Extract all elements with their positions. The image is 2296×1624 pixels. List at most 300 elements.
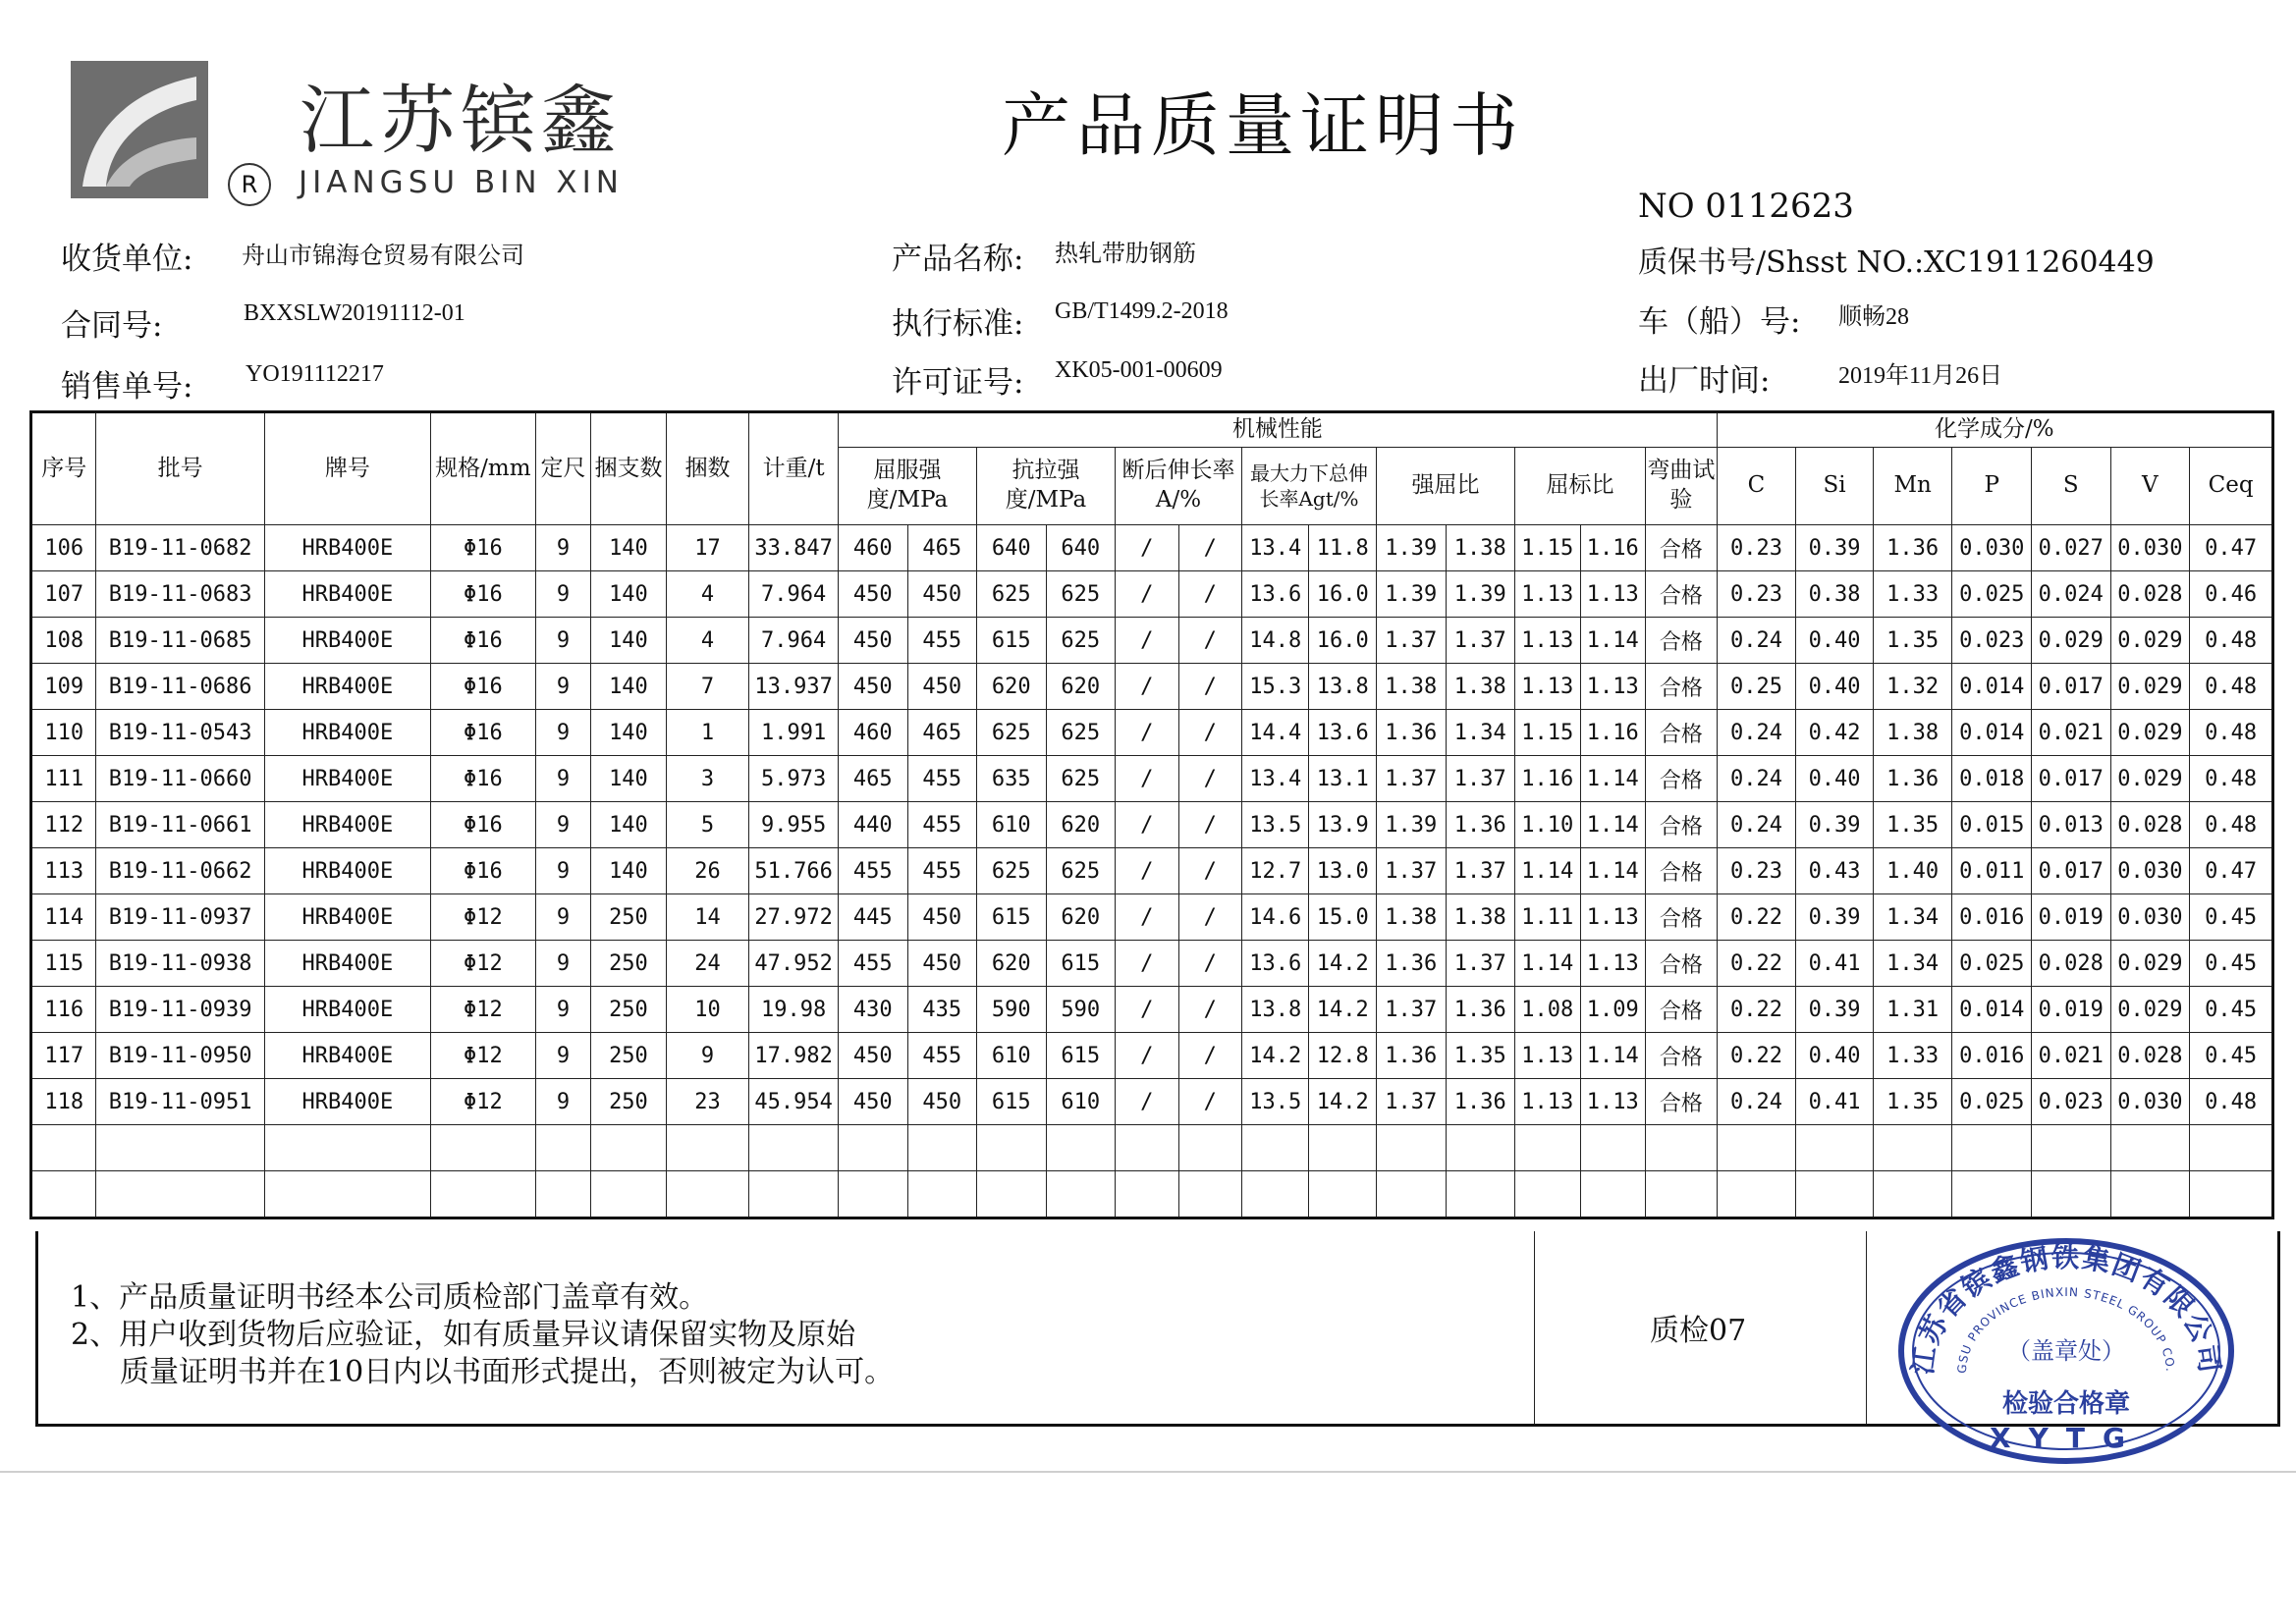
cell-weight: 51.766 — [749, 848, 839, 894]
cell-batch: B19-11-0661 — [96, 802, 264, 848]
cell-bundles: 9 — [666, 1033, 749, 1079]
cell-length: 9 — [535, 756, 590, 802]
cell-ratio-yld-1: 1.14 — [1515, 848, 1580, 894]
cell-weight: 7.964 — [749, 618, 839, 664]
cell-ratio-yld-1: 1.14 — [1515, 941, 1580, 987]
cell-yield-2: 450 — [907, 894, 977, 941]
cell-pieces: 140 — [591, 525, 667, 571]
cell-bend: 合格 — [1645, 618, 1717, 664]
cell-tensile-2: 625 — [1046, 571, 1116, 618]
cell-tensile-2: 620 — [1046, 664, 1116, 710]
product-label: 产品名称: — [892, 242, 1024, 277]
date-value: 2019年11月26日 — [1838, 363, 2003, 389]
cell-tensile-1: 635 — [977, 756, 1047, 802]
cell-yield-2: 450 — [907, 664, 977, 710]
note-line-2: 2、用户收到货物后应验证，如有质量异议请保留实物及原始 — [71, 1318, 856, 1352]
cell-p: 0.014 — [1952, 664, 2032, 710]
cell-s: 0.021 — [2032, 1033, 2111, 1079]
cell-pieces: 250 — [591, 894, 667, 941]
cell-ratio-yld-2: 1.14 — [1580, 1033, 1645, 1079]
cell-v: 0.028 — [2110, 802, 2190, 848]
empty-cell — [749, 1171, 839, 1218]
empty-cell — [591, 1125, 667, 1171]
cell-weight: 45.954 — [749, 1079, 839, 1125]
cell-ratio-str-1: 1.39 — [1376, 571, 1446, 618]
empty-cell — [31, 1125, 96, 1171]
cell-ratio-yld-1: 1.10 — [1515, 802, 1580, 848]
cell-length: 9 — [535, 710, 590, 756]
cell-ratio-str-1: 1.37 — [1376, 756, 1446, 802]
cell-bundles: 14 — [666, 894, 749, 941]
cell-v: 0.029 — [2110, 756, 2190, 802]
empty-cell — [1309, 1171, 1377, 1218]
cell-grade: HRB400E — [264, 1079, 430, 1125]
cell-mn: 1.34 — [1873, 941, 1952, 987]
cell-grade: HRB400E — [264, 756, 430, 802]
cell-elong-2: / — [1178, 1079, 1241, 1125]
cell-ratio-yld-1: 1.11 — [1515, 894, 1580, 941]
cell-s: 0.028 — [2032, 941, 2111, 987]
cell-yield-1: 450 — [838, 571, 907, 618]
cell-batch: B19-11-0939 — [96, 987, 264, 1033]
cell-p: 0.011 — [1952, 848, 2032, 894]
table-row — [31, 987, 2273, 1033]
cell-ratio-yld-2: 1.13 — [1580, 664, 1645, 710]
cell-seq: 106 — [31, 525, 96, 571]
header-yield-ratio: 屈标比 — [1515, 448, 1646, 525]
cell-tensile-1: 620 — [977, 941, 1047, 987]
cell-elong-1: / — [1116, 664, 1178, 710]
empty-cell — [96, 1125, 264, 1171]
table-row — [31, 525, 2273, 571]
quality-table — [29, 410, 2274, 1219]
cell-si: 0.41 — [1796, 941, 1874, 987]
empty-row — [31, 1171, 2273, 1218]
header-grade: 牌号 — [264, 412, 430, 525]
cell-length: 9 — [535, 894, 590, 941]
cell-ratio-yld-2: 1.16 — [1580, 710, 1645, 756]
cell-ratio-str-1: 1.38 — [1376, 664, 1446, 710]
cell-v: 0.029 — [2110, 987, 2190, 1033]
cell-mn: 1.32 — [1873, 664, 1952, 710]
empty-cell — [666, 1171, 749, 1218]
cell-bundles: 3 — [666, 756, 749, 802]
cell-yield-2: 455 — [907, 618, 977, 664]
cell-yield-2: 450 — [907, 1079, 977, 1125]
table-row — [31, 1033, 2273, 1079]
cell-batch: B19-11-0682 — [96, 525, 264, 571]
cell-bend: 合格 — [1645, 848, 1717, 894]
cell-s: 0.024 — [2032, 571, 2111, 618]
cell-si: 0.39 — [1796, 987, 1874, 1033]
cell-batch: B19-11-0686 — [96, 664, 264, 710]
cell-ratio-yld-2: 1.14 — [1580, 848, 1645, 894]
cell-ratio-str-2: 1.37 — [1446, 848, 1515, 894]
header-group-chemical: 化学成分/% — [1717, 412, 2272, 448]
cell-elong-2: / — [1178, 618, 1241, 664]
cell-bundles: 24 — [666, 941, 749, 987]
cell-ceq: 0.48 — [2190, 618, 2273, 664]
cell-agt-1: 13.4 — [1241, 525, 1309, 571]
cell-tensile-2: 625 — [1046, 848, 1116, 894]
vehicle-value: 顺畅28 — [1838, 304, 1909, 330]
empty-cell — [1446, 1171, 1515, 1218]
header-spec: 规格/mm — [430, 412, 535, 525]
cell-pieces: 140 — [591, 664, 667, 710]
empty-cell — [977, 1125, 1047, 1171]
cell-seq: 110 — [31, 710, 96, 756]
header-c: C — [1717, 448, 1796, 525]
cell-weight: 7.964 — [749, 571, 839, 618]
cell-yield-2: 465 — [907, 710, 977, 756]
registered-mark-icon: R — [228, 163, 271, 206]
cell-ratio-yld-2: 1.09 — [1580, 987, 1645, 1033]
cell-ratio-str-2: 1.37 — [1446, 756, 1515, 802]
cell-seq: 113 — [31, 848, 96, 894]
table-row — [31, 802, 2273, 848]
cell-elong-1: / — [1116, 1079, 1178, 1125]
cell-ratio-yld-2: 1.13 — [1580, 1079, 1645, 1125]
cell-ceq: 0.48 — [2190, 664, 2273, 710]
header-bundles: 捆数 — [666, 412, 749, 525]
cell-yield-1: 440 — [838, 802, 907, 848]
cell-spec: Φ12 — [430, 894, 535, 941]
cell-ratio-yld-2: 1.14 — [1580, 802, 1645, 848]
cell-agt-1: 14.8 — [1241, 618, 1309, 664]
cell-pieces: 140 — [591, 848, 667, 894]
cell-s: 0.029 — [2032, 618, 2111, 664]
cell-elong-2: / — [1178, 710, 1241, 756]
cell-si: 0.39 — [1796, 894, 1874, 941]
table-row — [31, 618, 2273, 664]
cell-tensile-2: 625 — [1046, 618, 1116, 664]
cell-agt-1: 14.6 — [1241, 894, 1309, 941]
cell-grade: HRB400E — [264, 618, 430, 664]
cell-si: 0.38 — [1796, 571, 1874, 618]
cell-yield-2: 465 — [907, 525, 977, 571]
cell-spec: Φ12 — [430, 941, 535, 987]
cell-v: 0.029 — [2110, 710, 2190, 756]
empty-cell — [96, 1171, 264, 1218]
header-v: V — [2110, 448, 2190, 525]
cell-yield-2: 455 — [907, 756, 977, 802]
cell-tensile-2: 615 — [1046, 1033, 1116, 1079]
cell-bend: 合格 — [1645, 1033, 1717, 1079]
empty-cell — [430, 1125, 535, 1171]
cell-length: 9 — [535, 1079, 590, 1125]
cell-s: 0.017 — [2032, 756, 2111, 802]
cell-si: 0.39 — [1796, 802, 1874, 848]
cell-ceq: 0.46 — [2190, 571, 2273, 618]
empty-cell — [1952, 1125, 2032, 1171]
cell-pieces: 250 — [591, 1033, 667, 1079]
cell-agt-2: 14.2 — [1309, 987, 1377, 1033]
empty-cell — [1046, 1171, 1116, 1218]
cell-elong-1: / — [1116, 1033, 1178, 1079]
empty-row — [31, 1125, 2273, 1171]
empty-cell — [1241, 1171, 1309, 1218]
cell-seq: 118 — [31, 1079, 96, 1125]
cell-yield-1: 460 — [838, 525, 907, 571]
footer-divider — [1866, 1231, 1867, 1424]
cell-mn: 1.34 — [1873, 894, 1952, 941]
cell-ratio-str-1: 1.36 — [1376, 941, 1446, 987]
cell-agt-2: 14.2 — [1309, 1079, 1377, 1125]
cell-batch: B19-11-0937 — [96, 894, 264, 941]
cell-ratio-str-1: 1.37 — [1376, 848, 1446, 894]
cell-length: 9 — [535, 618, 590, 664]
empty-cell — [1796, 1125, 1874, 1171]
header-seq: 序号 — [31, 412, 96, 525]
cell-si: 0.43 — [1796, 848, 1874, 894]
cell-ratio-yld-2: 1.16 — [1580, 525, 1645, 571]
empty-cell — [1873, 1171, 1952, 1218]
cell-agt-1: 13.8 — [1241, 987, 1309, 1033]
empty-cell — [1116, 1125, 1178, 1171]
cell-elong-1: / — [1116, 756, 1178, 802]
cell-c: 0.22 — [1717, 987, 1796, 1033]
cell-yield-1: 450 — [838, 1079, 907, 1125]
cell-agt-1: 13.6 — [1241, 571, 1309, 618]
cell-ceq: 0.45 — [2190, 941, 2273, 987]
table-row — [31, 941, 2273, 987]
cell-bend: 合格 — [1645, 894, 1717, 941]
cell-ceq: 0.48 — [2190, 802, 2273, 848]
cell-ratio-yld-1: 1.13 — [1515, 1079, 1580, 1125]
cell-yield-1: 460 — [838, 710, 907, 756]
cell-c: 0.24 — [1717, 710, 1796, 756]
cell-bend: 合格 — [1645, 525, 1717, 571]
license-label: 许可证号: — [892, 365, 1024, 401]
empty-cell — [430, 1171, 535, 1218]
cell-ratio-yld-1: 1.13 — [1515, 618, 1580, 664]
cell-bend: 合格 — [1645, 664, 1717, 710]
cell-length: 9 — [535, 664, 590, 710]
cell-seq: 107 — [31, 571, 96, 618]
empty-cell — [1446, 1125, 1515, 1171]
cell-ratio-str-2: 1.36 — [1446, 802, 1515, 848]
cell-agt-1: 14.2 — [1241, 1033, 1309, 1079]
empty-cell — [749, 1125, 839, 1171]
empty-cell — [1645, 1125, 1717, 1171]
cell-seq: 117 — [31, 1033, 96, 1079]
cell-c: 0.23 — [1717, 571, 1796, 618]
cell-ratio-str-1: 1.37 — [1376, 618, 1446, 664]
cell-length: 9 — [535, 525, 590, 571]
cell-yield-1: 450 — [838, 664, 907, 710]
cell-v: 0.029 — [2110, 664, 2190, 710]
consignee-label: 收货单位: — [61, 242, 193, 277]
cell-weight: 1.991 — [749, 710, 839, 756]
cell-tensile-1: 610 — [977, 802, 1047, 848]
cell-tensile-2: 620 — [1046, 894, 1116, 941]
cell-length: 9 — [535, 941, 590, 987]
cell-weight: 33.847 — [749, 525, 839, 571]
cell-v: 0.028 — [2110, 571, 2190, 618]
cell-ratio-str-1: 1.39 — [1376, 802, 1446, 848]
cell-yield-1: 430 — [838, 987, 907, 1033]
header-si: Si — [1796, 448, 1874, 525]
cell-agt-1: 13.5 — [1241, 802, 1309, 848]
cell-yield-1: 455 — [838, 848, 907, 894]
cell-length: 9 — [535, 571, 590, 618]
cell-agt-2: 16.0 — [1309, 571, 1377, 618]
cell-elong-2: / — [1178, 802, 1241, 848]
cell-agt-2: 14.2 — [1309, 941, 1377, 987]
empty-cell — [535, 1125, 590, 1171]
scan-edge-line — [0, 1471, 2296, 1473]
cell-p: 0.023 — [1952, 618, 2032, 664]
empty-cell — [1515, 1171, 1580, 1218]
cell-c: 0.24 — [1717, 1079, 1796, 1125]
cell-yield-1: 450 — [838, 1033, 907, 1079]
cell-agt-1: 14.4 — [1241, 710, 1309, 756]
cell-seq: 109 — [31, 664, 96, 710]
company-name-cn: 江苏镔鑫 — [300, 77, 622, 164]
empty-cell — [2110, 1125, 2190, 1171]
cell-ratio-str-2: 1.37 — [1446, 941, 1515, 987]
cell-weight: 19.98 — [749, 987, 839, 1033]
cell-weight: 9.955 — [749, 802, 839, 848]
cell-c: 0.24 — [1717, 802, 1796, 848]
empty-cell — [2032, 1171, 2111, 1218]
stamp-center-text: （盖章处） — [2007, 1337, 2125, 1365]
cell-ratio-str-2: 1.39 — [1446, 571, 1515, 618]
cell-ratio-str-1: 1.37 — [1376, 1079, 1446, 1125]
cell-length: 9 — [535, 1033, 590, 1079]
note-line-1: 1、产品质量证明书经本公司质检部门盖章有效。 — [71, 1280, 709, 1315]
cell-elong-1: / — [1116, 894, 1178, 941]
cell-ceq: 0.48 — [2190, 710, 2273, 756]
cell-v: 0.029 — [2110, 941, 2190, 987]
cell-p: 0.014 — [1952, 987, 2032, 1033]
empty-cell — [1717, 1171, 1796, 1218]
cell-spec: Φ16 — [430, 710, 535, 756]
cell-batch: B19-11-0951 — [96, 1079, 264, 1125]
cell-batch: B19-11-0543 — [96, 710, 264, 756]
cell-si: 0.40 — [1796, 618, 1874, 664]
empty-cell — [1796, 1171, 1874, 1218]
sales-order-label: 销售单号: — [61, 369, 193, 405]
cell-tensile-2: 590 — [1046, 987, 1116, 1033]
date-label: 出厂时间: — [1638, 363, 1771, 399]
cell-agt-2: 12.8 — [1309, 1033, 1377, 1079]
header-group-mechanical: 机械性能 — [838, 412, 1717, 448]
cell-batch: B19-11-0685 — [96, 618, 264, 664]
cell-bundles: 26 — [666, 848, 749, 894]
cell-spec: Φ12 — [430, 1033, 535, 1079]
cell-ratio-yld-1: 1.15 — [1515, 525, 1580, 571]
cell-elong-1: / — [1116, 941, 1178, 987]
cell-tensile-1: 620 — [977, 664, 1047, 710]
cell-batch: B19-11-0683 — [96, 571, 264, 618]
table-row — [31, 710, 2273, 756]
cell-bundles: 7 — [666, 664, 749, 710]
cell-agt-1: 15.3 — [1241, 664, 1309, 710]
cell-v: 0.030 — [2110, 894, 2190, 941]
cell-tensile-1: 615 — [977, 618, 1047, 664]
cell-batch: B19-11-0950 — [96, 1033, 264, 1079]
cell-agt-2: 13.6 — [1309, 710, 1377, 756]
cell-seq: 115 — [31, 941, 96, 987]
empty-cell — [907, 1171, 977, 1218]
cell-grade: HRB400E — [264, 802, 430, 848]
cell-v: 0.030 — [2110, 848, 2190, 894]
cell-yield-2: 455 — [907, 802, 977, 848]
cell-grade: HRB400E — [264, 848, 430, 894]
cell-c: 0.22 — [1717, 941, 1796, 987]
cell-p: 0.025 — [1952, 571, 2032, 618]
cell-elong-2: / — [1178, 571, 1241, 618]
header-pieces: 捆支数 — [591, 412, 667, 525]
cell-c: 0.24 — [1717, 756, 1796, 802]
inspection-stamp — [1884, 1225, 2249, 1465]
cell-s: 0.021 — [2032, 710, 2111, 756]
header-elongation: 断后伸长率A/% — [1116, 448, 1242, 525]
empty-cell — [591, 1171, 667, 1218]
cell-pieces: 140 — [591, 802, 667, 848]
empty-cell — [1717, 1125, 1796, 1171]
cell-tensile-2: 625 — [1046, 710, 1116, 756]
cell-spec: Φ16 — [430, 571, 535, 618]
consignee-value: 舟山市锦海仓贸易有限公司 — [242, 244, 524, 269]
cell-ratio-str-1: 1.39 — [1376, 525, 1446, 571]
contract-label: 合同号: — [61, 308, 163, 344]
empty-cell — [2110, 1171, 2190, 1218]
cell-si: 0.40 — [1796, 664, 1874, 710]
empty-cell — [1376, 1125, 1446, 1171]
cell-ceq: 0.47 — [2190, 848, 2273, 894]
cell-s: 0.023 — [2032, 1079, 2111, 1125]
cell-ceq: 0.45 — [2190, 894, 2273, 941]
cell-mn: 1.35 — [1873, 802, 1952, 848]
empty-cell — [1178, 1171, 1241, 1218]
cell-elong-1: / — [1116, 571, 1178, 618]
cell-s: 0.019 — [2032, 894, 2111, 941]
empty-cell — [1309, 1125, 1377, 1171]
cell-pieces: 250 — [591, 1079, 667, 1125]
cell-c: 0.22 — [1717, 894, 1796, 941]
header-yield: 屈服强度/MPa — [838, 448, 976, 525]
empty-cell — [907, 1125, 977, 1171]
empty-cell — [1515, 1125, 1580, 1171]
inspector-code: 质检07 — [1650, 1314, 1747, 1348]
cell-bundles: 1 — [666, 710, 749, 756]
cell-grade: HRB400E — [264, 571, 430, 618]
cell-v: 0.029 — [2110, 618, 2190, 664]
cell-weight: 13.937 — [749, 664, 839, 710]
cell-s: 0.013 — [2032, 802, 2111, 848]
cell-seq: 112 — [31, 802, 96, 848]
cell-grade: HRB400E — [264, 987, 430, 1033]
cell-ratio-str-2: 1.38 — [1446, 664, 1515, 710]
cell-elong-1: / — [1116, 848, 1178, 894]
empty-cell — [1241, 1125, 1309, 1171]
cell-agt-2: 13.8 — [1309, 664, 1377, 710]
cell-ceq: 0.45 — [2190, 987, 2273, 1033]
cell-tensile-2: 620 — [1046, 802, 1116, 848]
empty-cell — [1645, 1171, 1717, 1218]
cell-s: 0.017 — [2032, 848, 2111, 894]
stamp-code-text: XYTG — [1990, 1422, 2143, 1454]
cell-elong-2: / — [1178, 987, 1241, 1033]
cell-ratio-str-2: 1.35 — [1446, 1033, 1515, 1079]
cell-agt-2: 13.0 — [1309, 848, 1377, 894]
empty-cell — [2032, 1125, 2111, 1171]
table-row — [31, 848, 2273, 894]
cell-mn: 1.35 — [1873, 618, 1952, 664]
cell-pieces: 140 — [591, 618, 667, 664]
